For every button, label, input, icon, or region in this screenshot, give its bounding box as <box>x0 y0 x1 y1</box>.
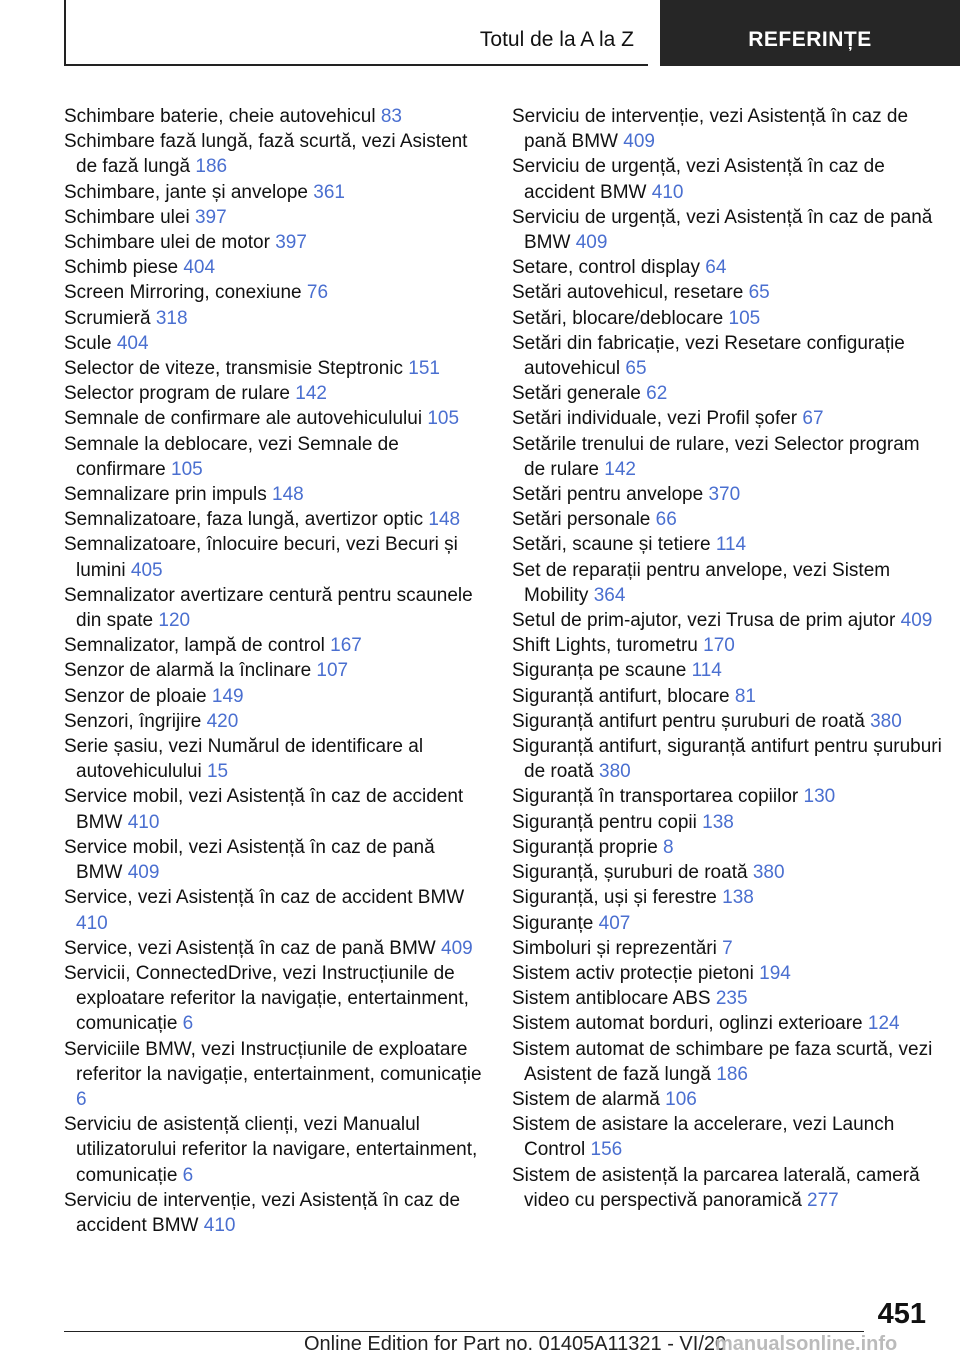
page-reference-link[interactable]: 361 <box>313 181 345 203</box>
index-term: Senzori, îngrijire <box>64 710 202 732</box>
index-term: Serviciu de urgență, vezi Asistență în caz de pană BMW <box>512 206 933 254</box>
page-reference-link[interactable]: 149 <box>211 685 244 707</box>
page-reference-link[interactable]: 410 <box>203 1214 236 1236</box>
index-term: Semnalizator, lampă de control <box>64 635 325 657</box>
index-entry <box>64 734 484 784</box>
index-term: Service, vezi Asistență în caz de pană BMW <box>64 937 436 959</box>
page-reference-link[interactable]: 410 <box>651 181 684 203</box>
index-entry <box>64 306 484 331</box>
index-term: Setări, scaune și tetiere <box>512 534 711 556</box>
index-entry <box>64 835 484 885</box>
index-entry <box>64 633 484 658</box>
index-term: Siguranțe <box>512 912 594 934</box>
index-term: Setări generale <box>512 383 641 405</box>
index-term: Semnale de confirmare ale autovehiculului <box>64 408 423 430</box>
page-reference-link[interactable]: 420 <box>206 710 239 732</box>
index-entry <box>64 432 484 482</box>
index-entry <box>512 734 942 784</box>
index-term: Scule <box>64 332 112 354</box>
page-reference-link[interactable]: 62 <box>646 383 668 405</box>
index-entry <box>64 205 484 230</box>
index-term: Sistem de asistență la parcarea laterală, cameră video cu perspectivă panoramică <box>512 1164 920 1211</box>
index-entry <box>64 331 484 356</box>
index-entry <box>512 104 942 154</box>
page-reference-link[interactable]: 105 <box>728 307 761 329</box>
index-term: Setare, control display <box>512 257 700 279</box>
header-bottom-rule <box>64 64 648 66</box>
page-reference-link[interactable]: 407 <box>598 912 631 934</box>
page-reference-link[interactable]: 142 <box>604 458 636 480</box>
page-reference-link[interactable]: 15 <box>206 761 229 783</box>
page-reference-link[interactable]: 405 <box>130 559 163 581</box>
index-entry <box>512 432 942 482</box>
page-reference-link[interactable]: 8 <box>663 836 674 858</box>
page-reference-link[interactable]: 107 <box>316 660 349 682</box>
index-entry <box>512 306 942 331</box>
page-reference-link[interactable]: 124 <box>867 1013 900 1035</box>
page-reference-link[interactable]: 167 <box>330 635 362 657</box>
page-reference-link[interactable]: 404 <box>116 332 149 354</box>
index-term: Siguranța pe scaune <box>512 660 687 682</box>
index-term: Sistem activ protecție pietoni <box>512 962 754 984</box>
index-entry <box>512 709 942 734</box>
page-reference-link[interactable]: 235 <box>715 988 748 1010</box>
page-reference-link[interactable]: 138 <box>702 811 734 833</box>
page-header <box>0 0 960 66</box>
index-term: Schimb piese <box>64 257 179 279</box>
page-reference-link[interactable]: 409 <box>623 131 655 153</box>
index-entry <box>64 406 484 431</box>
page-reference-link[interactable]: 409 <box>441 937 473 959</box>
index-entry <box>64 684 484 709</box>
chapter-title: REFERINȚE <box>748 28 872 51</box>
page-reference-link[interactable]: 65 <box>625 358 647 380</box>
index-entry <box>64 381 484 406</box>
index-term: Service mobil, vezi Asistență în caz de pană BMW <box>64 836 435 884</box>
index-term: Service mobil, vezi Asistență în caz de accident BMW <box>64 786 464 833</box>
page-reference-link[interactable]: 6 <box>76 1088 87 1110</box>
index-entry <box>512 810 942 835</box>
footer-watermark: manualsonline.info <box>715 1333 898 1355</box>
footer-rule <box>64 1331 864 1332</box>
page-reference-link[interactable]: 6 <box>182 1013 194 1035</box>
page-reference-link[interactable]: 186 <box>195 156 228 178</box>
page-reference-link[interactable]: 6 <box>182 1164 194 1186</box>
index-entry <box>64 482 484 507</box>
index-term: Serie șasiu, vezi Numărul de identificare al autovehiculului <box>64 736 424 783</box>
index-term: Screen Mirroring, conexiune <box>64 282 302 304</box>
index-term: Shift Lights, turometru <box>512 635 698 657</box>
index-entry <box>64 532 484 582</box>
page-reference-link[interactable]: 76 <box>306 282 329 304</box>
index-entry <box>512 936 942 961</box>
page-reference-link[interactable]: 364 <box>593 584 626 606</box>
index-entry <box>512 1163 942 1213</box>
page-reference-link[interactable]: 105 <box>171 458 203 480</box>
index-entry <box>64 356 484 381</box>
index-column-right <box>512 104 942 1213</box>
index-term: Sistem automat borduri, oglinzi exterioare <box>512 1013 863 1035</box>
page-reference-link[interactable]: 318 <box>155 307 188 329</box>
index-entry <box>512 860 942 885</box>
page-reference-link[interactable]: 83 <box>380 106 402 127</box>
index-term: Schimbare ulei de motor <box>64 232 270 254</box>
index-column-left <box>64 104 484 1238</box>
index-entry <box>512 608 942 633</box>
page-reference-link[interactable]: 81 <box>734 685 756 707</box>
index-entry <box>512 482 942 507</box>
index-entry <box>64 180 484 205</box>
index-term: Siguranță proprie <box>512 836 658 858</box>
page-number: 451 <box>877 1298 926 1330</box>
page-reference-link[interactable]: 370 <box>708 484 741 506</box>
index-entry <box>512 1112 942 1162</box>
header-section <box>66 0 648 64</box>
index-entry <box>64 104 484 129</box>
index-term: Sistem de alarmă <box>512 1088 660 1110</box>
index-entry <box>512 784 942 809</box>
index-term: Setări autovehicul, resetare <box>512 282 744 304</box>
index-term: Setări din fabricație, vezi Resetare configurație autovehicul <box>512 332 905 380</box>
index-term: Semnalizator avertizare centură pentru scaunele din spate <box>64 584 473 632</box>
index-term: Senzor de ploaie <box>64 685 207 707</box>
index-term: Schimbare baterie, cheie autovehicul <box>64 106 376 127</box>
index-term: Servicii, ConnectedDrive, vezi Instrucțiunile de exploatare referitor la navigație, entertainment, comunicație <box>64 962 469 1035</box>
page-reference-link[interactable]: 67 <box>802 408 824 430</box>
chapter-tab <box>660 0 960 66</box>
index-entry <box>512 205 942 255</box>
index-entry <box>512 406 942 431</box>
index-term: Setul de prim-ajutor, vezi Trusa de prim ajutor <box>512 610 896 632</box>
index-entry <box>512 1011 942 1036</box>
page-reference-link[interactable]: 404 <box>183 257 216 279</box>
index-term: Serviciu de intervenție, vezi Asistență în caz de pană BMW <box>512 106 909 153</box>
page-reference-link[interactable]: 120 <box>158 610 191 632</box>
page-reference-link[interactable]: 380 <box>870 710 902 732</box>
index-term: Schimbare fază lungă, fază scurtă, vezi Asistent de fază lungă <box>64 131 468 178</box>
index-entry <box>512 633 942 658</box>
index-term: Sistem antiblocare ABS <box>512 988 711 1010</box>
page-reference-link[interactable]: 186 <box>716 1063 748 1085</box>
index-term: Set de reparații pentru anvelope, vezi Sistem Mobility <box>512 559 891 606</box>
page-reference-link[interactable]: 156 <box>590 1139 623 1161</box>
page-reference-link[interactable]: 148 <box>428 509 461 531</box>
page-reference-link[interactable]: 410 <box>76 912 108 934</box>
index-entry <box>64 280 484 305</box>
page-reference-link[interactable]: 114 <box>691 660 722 682</box>
index-term: Scrumieră <box>64 307 151 329</box>
index-term: Setări pentru anvelope <box>512 484 704 506</box>
index-term: Siguranță pentru copii <box>512 811 697 833</box>
index-term: Siguranță în transportarea copiilor <box>512 786 799 808</box>
index-entry <box>512 885 942 910</box>
index-term: Serviciile BMW, vezi Instrucțiunile de exploatare referitor la navigație, entertainment, comunicație <box>64 1038 482 1085</box>
index-entry <box>512 331 942 381</box>
page-reference-link[interactable]: 170 <box>703 635 735 657</box>
page-reference-link[interactable]: 380 <box>599 761 631 783</box>
index-entry <box>512 558 942 608</box>
index-term: Setări personale <box>512 509 651 531</box>
index-term: Semnale la deblocare, vezi Semnale de confirmare <box>64 433 399 480</box>
page-reference-link[interactable]: 380 <box>752 862 785 884</box>
index-term: Serviciu de asistență clienți, vezi Manualul utilizatorului referitor la navigare, entertainment, comunicație <box>64 1114 478 1186</box>
index-term: Simboluri și reprezentări <box>512 937 717 959</box>
index-term: Senzor de alarmă la înclinare <box>64 660 312 682</box>
page-reference-link[interactable]: 106 <box>665 1088 697 1110</box>
index-term: Siguranță, șuruburi de roată <box>512 862 748 884</box>
index-entry <box>64 936 484 961</box>
page-reference-link[interactable]: 7 <box>722 937 733 959</box>
index-entry <box>64 255 484 280</box>
page-reference-link[interactable]: 409 <box>127 862 160 884</box>
index-term: Setările trenului de rulare, vezi Selector program de rulare <box>512 433 920 480</box>
index-entry <box>64 583 484 633</box>
page-reference-link[interactable]: 130 <box>803 786 836 808</box>
index-entry <box>512 911 942 936</box>
index-term: Siguranță, uși și ferestre <box>512 887 717 909</box>
index-entry <box>512 280 942 305</box>
index-entry <box>64 507 484 532</box>
index-term: Semnalizatoare, înlocuire becuri, vezi Becuri și lumini <box>64 534 458 581</box>
index-entry <box>64 658 484 683</box>
index-term: Setări individuale, vezi Profil șofer <box>512 408 798 430</box>
index-entry <box>64 961 484 1037</box>
index-term: Semnalizare prin impuls <box>64 484 267 506</box>
page-reference-link[interactable]: 409 <box>900 610 933 632</box>
index-term: Serviciu de intervenție, vezi Asistență în caz de accident BMW <box>64 1189 461 1236</box>
section-title: Totul de la A la Z <box>479 28 634 51</box>
index-entry <box>512 658 942 683</box>
index-term: Semnalizatoare, faza lungă, avertizor optic <box>64 509 424 531</box>
index-entry <box>64 1112 484 1188</box>
index-term: Serviciu de urgență, vezi Asistență în caz de accident BMW <box>512 156 885 203</box>
index-entry <box>512 961 942 986</box>
index-entry <box>64 885 484 935</box>
index-term: Siguranță antifurt, blocare <box>512 685 730 707</box>
page-reference-link[interactable]: 409 <box>575 232 608 254</box>
page-reference-link[interactable]: 151 <box>408 358 440 380</box>
index-term: Siguranță antifurt, siguranță antifurt pentru șuruburi de roată <box>512 736 942 783</box>
index-entry <box>64 784 484 834</box>
index-entry <box>512 532 942 557</box>
page-reference-link[interactable]: 277 <box>807 1189 839 1211</box>
index-term: Schimbare, jante și anvelope <box>64 181 308 203</box>
index-entry <box>512 835 942 860</box>
page-reference-link[interactable]: 194 <box>759 962 791 984</box>
index-term: Sistem de asistare la accelerare, vezi Launch Control <box>512 1114 895 1161</box>
page-reference-link[interactable]: 410 <box>127 811 160 833</box>
index-entry <box>512 381 942 406</box>
page-reference-link[interactable]: 397 <box>194 206 227 228</box>
footer-edition: Online Edition for Part no. 01405A11321 - VI/20 <box>304 1333 727 1355</box>
index-entry <box>512 154 942 204</box>
index-term: Setări, blocare/deblocare <box>512 307 724 329</box>
index-entry <box>512 1087 942 1112</box>
index-term: Selector de viteze, transmisie Steptronic <box>64 358 403 380</box>
index-term: Siguranță antifurt pentru șuruburi de roată <box>512 710 865 732</box>
page-reference-link[interactable]: 105 <box>427 408 460 430</box>
index-entry <box>64 1037 484 1113</box>
page-reference-link[interactable]: 138 <box>722 887 754 909</box>
index-entry <box>64 129 484 179</box>
index-entry <box>64 1188 484 1238</box>
index-entry <box>512 684 942 709</box>
index-term: Sistem automat de schimbare pe faza scurtă, vezi Asistent de fază lungă <box>512 1038 933 1085</box>
index-entry <box>64 709 484 734</box>
page-reference-link[interactable]: 66 <box>655 509 677 531</box>
page-reference-link[interactable]: 65 <box>748 282 770 304</box>
page-reference-link[interactable]: 142 <box>295 383 327 405</box>
page-reference-link[interactable]: 64 <box>705 257 727 279</box>
index-term: Schimbare ulei <box>64 206 190 228</box>
index-entry <box>512 986 942 1011</box>
index-term: Selector program de rulare <box>64 383 290 405</box>
index-entry <box>512 255 942 280</box>
index-term: Service, vezi Asistență în caz de accident BMW <box>64 887 465 909</box>
index-entry <box>512 507 942 532</box>
page-reference-link[interactable]: 114 <box>715 534 747 556</box>
page-reference-link[interactable]: 148 <box>272 484 304 506</box>
page-reference-link[interactable]: 397 <box>275 232 307 254</box>
index-entry <box>512 1037 942 1087</box>
index-entry <box>64 230 484 255</box>
